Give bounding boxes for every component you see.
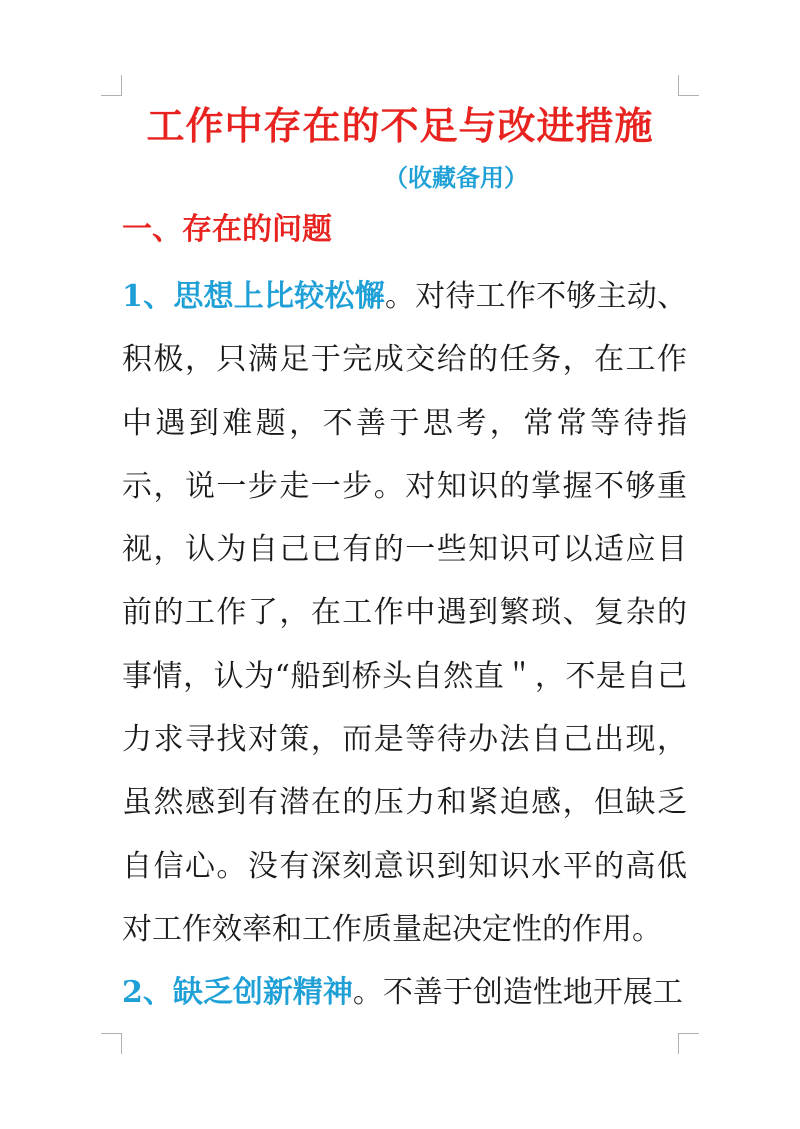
paragraph-2 (122, 961, 687, 1024)
paragraph-1 (122, 265, 687, 961)
paragraph-1-text: 。对待工作不够主动、积极，只满足于完成交给的任务，在工作中遇到难题，不善于思考，常常等待指示，说一步走一步。对知识的掌握不够重视，认为自己已有的一些知识可以适应目前的工作了，在工作中遇到繁琐、复杂的事情，认为“船到桥头自然直＂，不是自己力求寻找对策，而是等待办法自己出现，虽然感到有潜在的压力和紧迫感，但缺乏自信心。没有深刻意识到知识水平的高低对工作效率和工作质量起决定性的作用。 (122, 279, 687, 947)
crop-mark-top-left (101, 75, 122, 96)
document-subtitle: （收藏备用） (384, 163, 528, 192)
section-heading: 一、存在的问题 (122, 212, 332, 247)
paragraph-2-text: 。不善于创造性地开展工 (352, 975, 683, 1011)
crop-mark-top-right (678, 75, 699, 96)
crop-mark-bottom-right (678, 1033, 699, 1054)
document-title: 工作中存在的不足与改进措施 (146, 103, 654, 148)
body-text (122, 265, 687, 1025)
paragraph-1-lead: 1、思想上比较松懈 (122, 279, 385, 314)
crop-mark-bottom-left (101, 1033, 122, 1054)
paragraph-2-lead: 2、缺乏创新精神 (122, 975, 353, 1011)
